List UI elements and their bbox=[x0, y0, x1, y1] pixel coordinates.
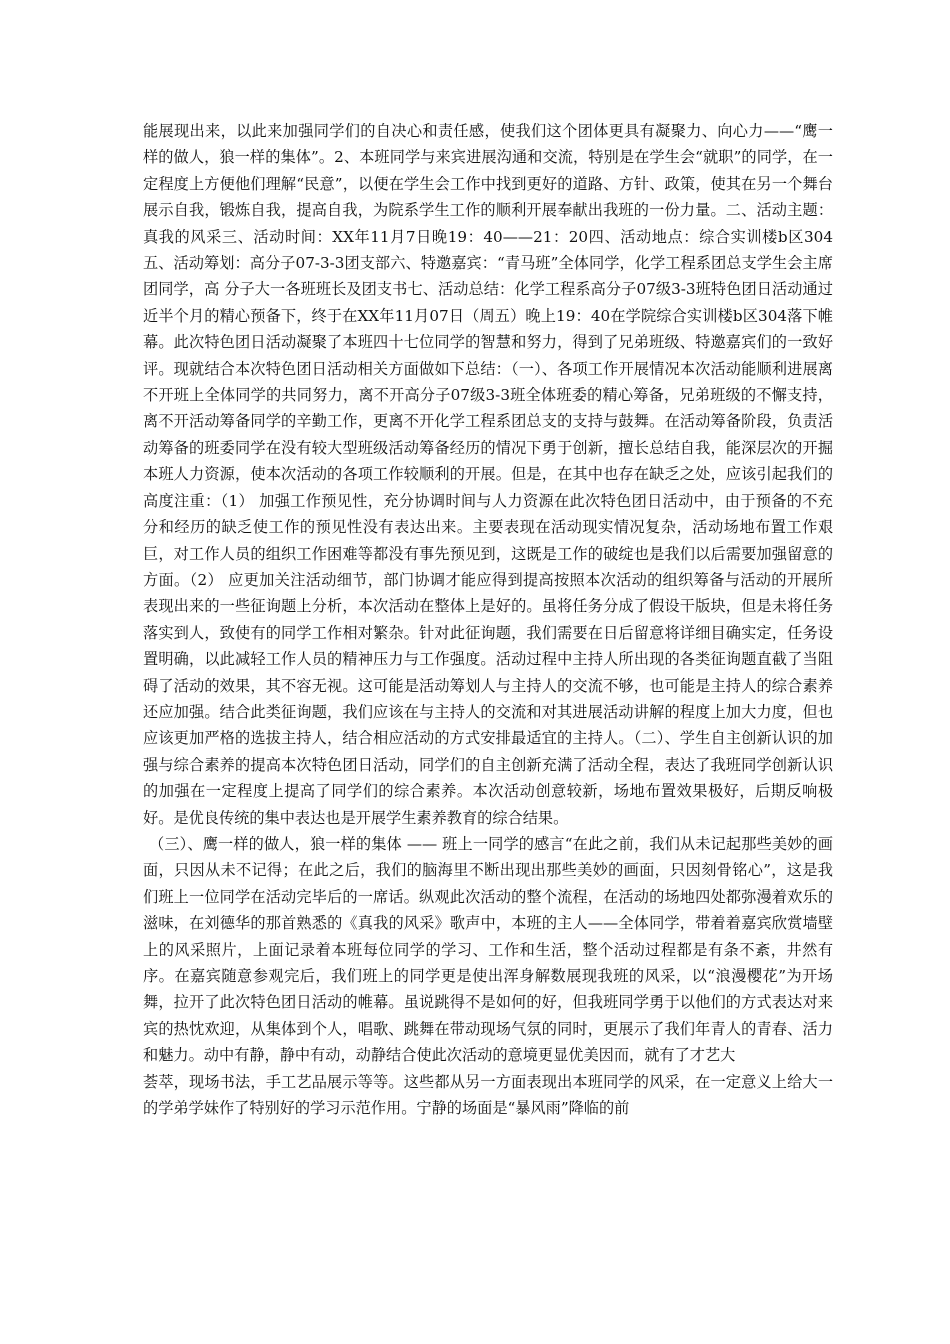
paragraph-3: 荟萃，现场书法，手工艺品展示等等。这些都从另一方面表现出本班同学的风采，在一定意义上给大一的学弟学妹作了特别好的学习示范作用。宁静的场面是“暴风雨”降临的前 bbox=[143, 1072, 833, 1118]
paragraph-2: （三）、鹰一样的做人，狼一样的集体 —— 班上一同学的感言“在此之前，我们从未记起那些美妙的画面，只因从未不记得；在此之后，我们的脑海里不断出现出那些美妙的画面，只因刻骨铭心”，这是我们班上一位同学在活动完毕后的一席话。纵观此次活动的整个流程，在活动的场地四处都弥漫着欢乐的滋味，在刘德华的那首熟悉的《真我的风采》歌声中，本班的主人——全体同学，带着着嘉宾欣赏墙壁上的风采照片，上面记录着本班每位同学的学习、工作和生活，整个活动过程都是有条不紊，井然有序。在嘉宾随意参观完后，我们班上的同学更是使出浑身解数展现我班的风采，以“浪漫樱花”为开场舞，拉开了此次特色团日活动的帷幕。虽说跳得不是如何的好，但我班同学勇于以他们的方式表达对来宾的热忱欢迎，从集体到个人，唱歌、跳舞在带动现场气氛的同时，更展示了我们年青人的青春、活力和魅力。动中有静，静中有动，动静结合使此次活动的意境更显优美因而，就有了才艺大 bbox=[143, 834, 833, 1065]
paragraph-1: 能展现出来，以此来加强同学们的自决心和责任感，使我们这个团体更具有凝聚力、向心力——“鹰一样的做人，狼一样的集体”。2、本班同学与来宾进展沟通和交流，特别是在学生会“就职”的同学，在一定程度上方便他们理解“民意”，以便在学生会工作中找到更好的道路、方针、政策，使其在另一个舞台展示自我，锻炼自我，提高自我，为院系学生工作的顺利开展奉献出我班的一份力量。二、活动主题：真我的风采三、活动时间：XX年11月7日晚19：40——21：20四、活动地点：综合实训楼b区304五、活动筹划：高分子07-3-3团支部六、特邀嘉宾：“青马班”全体同学，化学工程系团总支学生会主席团同学，高 分子大一各班班长及团支书七、活动总结：化学工程系高分子07级3-3班特色团日活动通过近半个月的精心预备下，终于在XX年11月07日（周五）晚上19：40在学院综合实训楼b区304落下帷幕。此次特色团日活动凝聚了本班四十七位同学的智慧和努力，得到了兄弟班级、特邀嘉宾们的一致好评。现就结合本次特色团日活动相关方面做如下总结：（一）、各项工作开展情况本次活动能顺利进展离不开班上全体同学的共同努力，离不开高分子07级3-3班全体班委的精心筹备，兄弟班级的不懈支持，离不开活动筹备同学的辛勤工作，更离不开化学工程系团总支的支持与鼓舞。在活动筹备阶段，负责活动筹备的班委同学在没有较大型班级活动筹备经历的情况下勇于创新，擅长总结自我，能深层次的开掘本班人力资源，使本次活动的各项工作较顺利的开展。但是，在其中也存在缺乏之处，应该引起我们的高度注重：（1） 加强工作预见性，充分协调时间与人力资源在此次特色团日活动中，由于预备的不充分和经历的缺乏使工作的预见性没有表达出来。主要表现在活动现实情况复杂，活动场地布置工作艰巨，对工作人员的组织工作困难等都没有事先预见到，这既是工作的破绽也是我们以后需要加强留意的方面。（2） 应更加关注活动细节，部门协调才能应得到提高按照本次活动的组织筹备与活动的开展所表现出来的一些征询题上分析，本次活动在整体上是好的。虽将任务分成了假设干版块，但是未将任务落实到人，致使有的同学工作相对繁杂。针对此征询题，我们需要在日后留意将详细目确实定，任务设置明确，以此减轻工作人员的精神压力与工作强度。活动过程中主持人所出现的各类征询题直截了当阻碍了活动的效果，其不容无视。这可能是活动筹划人与主持人的交流不够，也可能是主持人的综合素养还应加强。结合此类征询题，我们应该在与主持人的交流和对其进展活动讲解的程度上加大力度，但也应该更加严格的选拔主持人，结合相应活动的方式安排最适宜的主持人。（二）、学生自主创新认识的加强与综合素养的提高本次特色团日活动，同学们的自主创新充满了活动全程，表达了我班同学创新认识的加强在一定程度上提高了同学们的综合素养。本次活动创意较新，场地布置效果极好，后期反响极好。是优良传统的集中表达也是开展学生素养教育的综合结果。 bbox=[143, 122, 833, 827]
document-body bbox=[143, 118, 833, 1121]
